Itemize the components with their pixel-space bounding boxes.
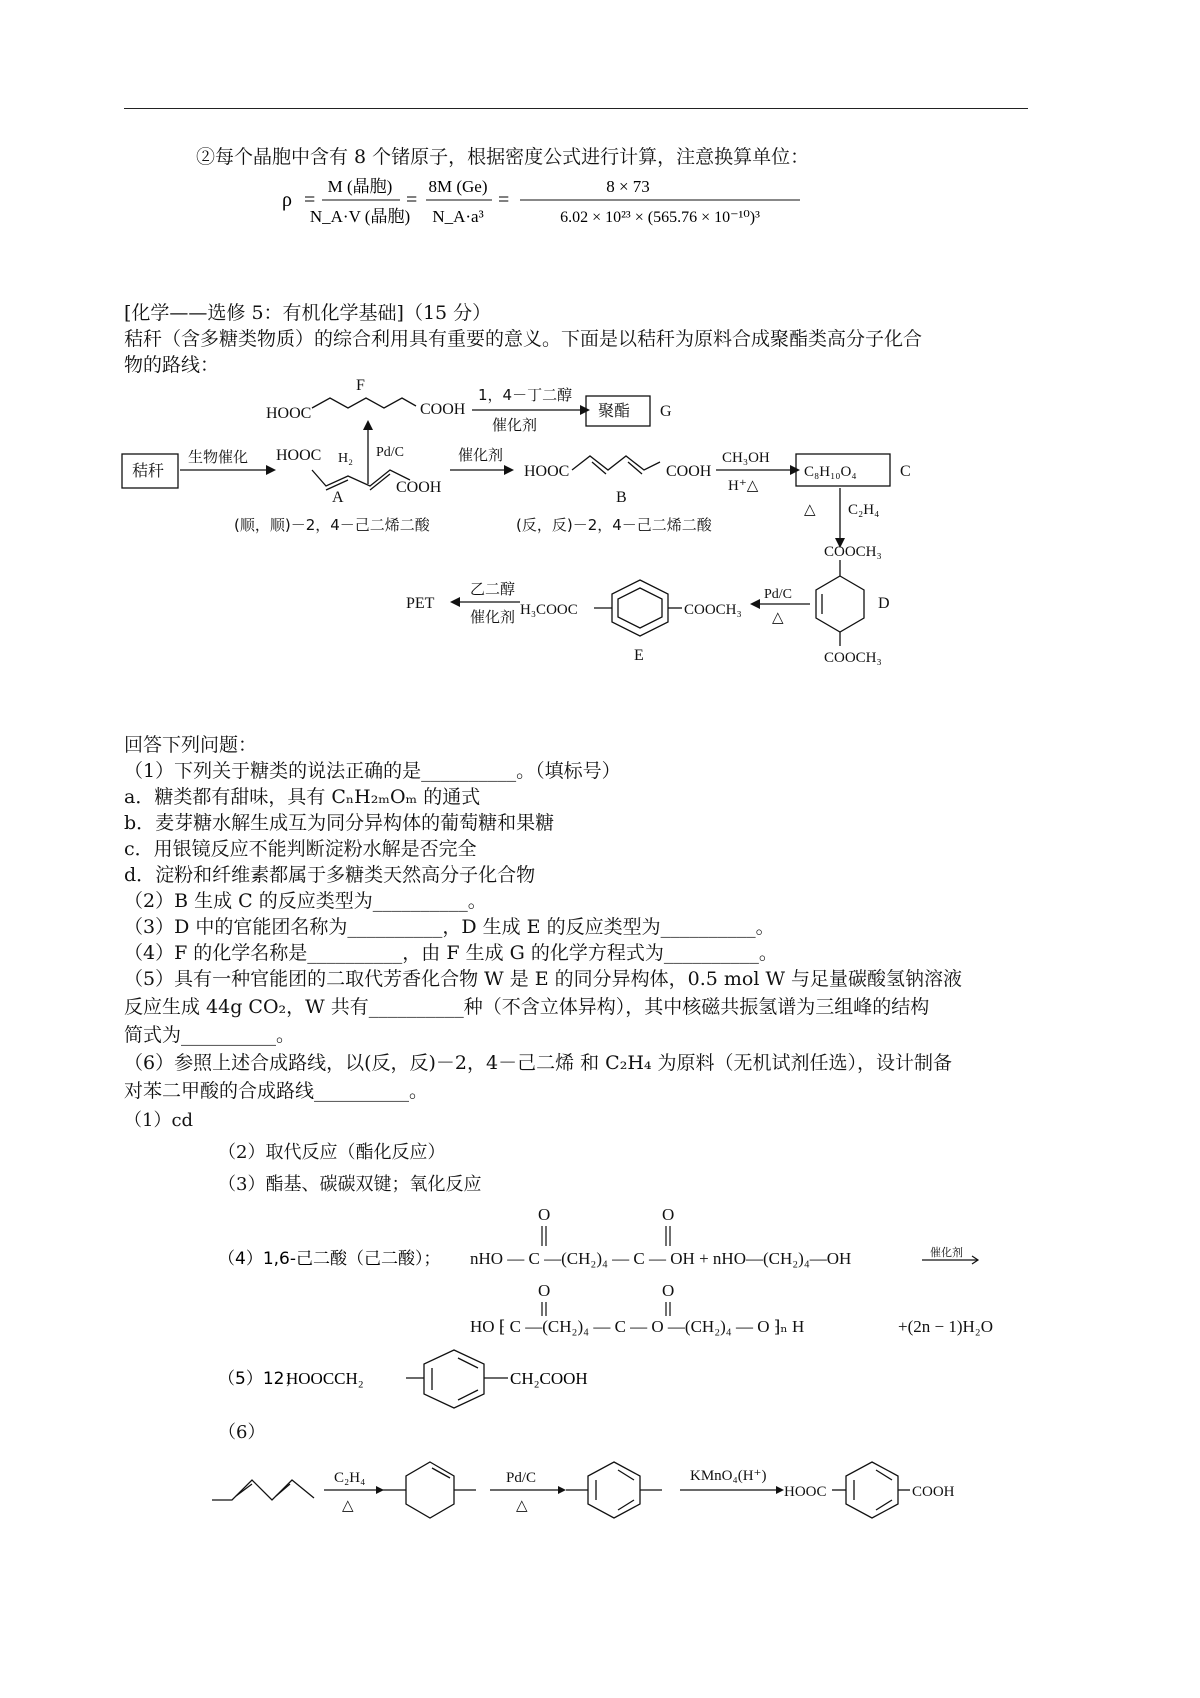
svg-text:Pd/C: Pd/C [376,445,405,460]
question-1-option-d: d．淀粉和纤维素都属于多糖类天然高分子化合物 [124,864,536,886]
svg-text:HO ⁅ C —(CH₂)₄ — C — O —(CH₂)₄: HO ⁅ C —(CH₂)₄ — C — O —(CH₂)₄ — O ⁆ₙ H [470,1317,805,1336]
fraction2-denominator: N_A·a³ [432,207,484,226]
svg-text:催化剂: 催化剂 [930,1246,963,1259]
svg-text:HOOC: HOOC [266,405,312,422]
question-5-line-1: （5）具有一种官能团的二取代芳香化合物 W 是 E 的同分异构体，0.5 mol W 与足量碳酸氢钠溶液 [124,968,963,990]
svg-text:乙二醇: 乙二醇 [470,580,516,598]
svg-text:HOOC: HOOC [524,463,570,480]
svg-text:(反，反)－2，4－己二烯二酸: (反，反)－2，4－己二烯二酸 [516,516,712,534]
question-1-option-b: b．麦芽糖水解生成互为同分异构体的葡萄糖和果糖 [124,812,555,834]
svg-text:O: O [662,1281,675,1300]
svg-text:C₂H₄: C₂H₄ [334,1470,366,1486]
svg-text:HOOC: HOOC [276,447,322,464]
svg-text:O: O [662,1205,675,1224]
svg-text:COOCH₃: COOCH₃ [824,544,882,560]
svg-text:O: O [538,1281,551,1300]
svg-text:B: B [616,489,627,506]
svg-text:COOCH₃: COOCH₃ [684,602,742,618]
answer-4-equation [218,1200,1038,1340]
svg-text:催化剂: 催化剂 [470,608,516,626]
svg-text:H⁺△: H⁺△ [728,478,759,494]
section-intro-1: 秸秆（含多糖类物质）的综合利用具有重要的意义。下面是以秸秆为原料合成聚酯类高分子化合 [124,328,923,350]
answer-5-structure [218,1342,778,1412]
svg-text:HOOC: HOOC [784,1484,827,1500]
svg-text:COOH: COOH [420,401,466,418]
svg-text:CH₂COOH: CH₂COOH [510,1369,588,1388]
rho-symbol: ρ [282,189,292,211]
svg-text:=: = [498,189,510,211]
question-1: （1）下列关于糖类的说法正确的是__________。（填标号） [124,760,621,782]
svg-text:COOCH₃: COOCH₃ [824,650,882,666]
fraction1-denominator: N_A·V (晶胞) [309,207,411,226]
svg-text:G: G [660,403,672,420]
svg-text:C: C [900,463,911,480]
density-formula [280,170,820,236]
svg-text:F: F [356,377,365,394]
svg-text:KMnO₄(H⁺): KMnO₄(H⁺) [690,1468,767,1484]
svg-text:催化剂: 催化剂 [492,416,538,434]
svg-text:COOH: COOH [396,479,442,496]
fraction1-numerator: M (晶胞) [327,177,393,196]
question-6-line-2: 对苯二甲酸的合成路线__________。 [124,1080,429,1102]
svg-text:催化剂: 催化剂 [458,446,504,464]
header-rule [124,108,1028,109]
section-intro-2: 物的路线： [124,354,220,376]
svg-text:D: D [878,595,890,612]
answer-3: （3）酯基、碳碳双键；氧化反应 [218,1174,482,1195]
svg-text:C₂H₄: C₂H₄ [848,502,880,518]
svg-text:=: = [304,189,316,211]
fraction3-denominator: 6.02 × 10²³ × (565.76 × 10⁻¹⁰)³ [560,209,760,226]
question-1-option-a: a．糖类都有甜味，具有 CₙH₂ₘOₘ 的通式 [124,786,481,808]
question-5-line-2: 反应生成 44g CO₂，W 共有__________种（不含立体异构），其中核磁共振氢谱为三组峰的结构 [124,996,930,1018]
fraction3-numerator: 8 × 73 [606,177,650,196]
svg-text:CH₃OH: CH₃OH [722,450,770,466]
svg-text:生物催化: 生物催化 [188,448,249,466]
svg-text:（4）1,6-己二酸（己二酸）；: （4）1,6-己二酸（己二酸）； [218,1249,441,1269]
synthesis-scheme [120,370,1060,720]
answer-2: （2）取代反应（酯化反应） [218,1142,446,1163]
svg-text:△: △ [516,1498,528,1514]
svg-text:O: O [538,1205,551,1224]
questions-lead: 回答下列问题： [124,734,258,756]
question-2: （2）B 生成 C 的反应类型为__________。 [124,890,487,912]
question-3: （3）D 中的官能团名称为__________，D 生成 E 的反应类型为__________。 [124,916,775,938]
svg-text:△: △ [804,502,816,518]
question-4: （4）F 的化学名称是__________，由 F 生成 G 的化学方程式为__________。 [124,942,778,964]
svg-text:△: △ [772,610,784,626]
svg-text:=: = [406,189,418,211]
svg-text:聚酯: 聚酯 [598,401,631,420]
question-1-option-c: c．用银镜反应不能判断淀粉水解是否完全 [124,838,477,860]
svg-text:+(2n − 1)H₂O: +(2n − 1)H₂O [898,1317,993,1336]
svg-text:Pd/C: Pd/C [506,1470,537,1486]
svg-text:HOOCCH₂: HOOCCH₂ [286,1369,364,1388]
svg-text:Pd/C: Pd/C [764,587,793,602]
question-6-line-1: （6）参照上述合成路线，以(反，反)－2，4－己二烯 和 C₂H₄ 为原料（无机试剂任选），设计制备 [124,1052,953,1074]
svg-text:（5）12；: （5）12； [218,1369,302,1389]
svg-text:秸秆: 秸秆 [132,461,165,480]
density-intro: ②每个晶胞中含有 8 个锗原子，根据密度公式进行计算，注意换算单位： [196,146,810,168]
svg-text:PET: PET [406,595,435,612]
fraction2-numerator: 8M (Ge) [428,177,488,196]
svg-text:A: A [332,489,344,506]
svg-text:H₃COOC: H₃COOC [520,602,578,618]
svg-text:COOH: COOH [912,1484,955,1500]
svg-text:△: △ [342,1498,354,1514]
svg-text:H₂: H₂ [338,451,353,466]
svg-text:COOH: COOH [666,463,712,480]
svg-text:(顺，顺)－2，4－己二烯二酸: (顺，顺)－2，4－己二烯二酸 [234,516,430,534]
svg-text:C₈H₁₀O₄: C₈H₁₀O₄ [804,464,857,480]
answer-6-route [210,1450,1070,1536]
svg-text:E: E [634,647,644,664]
question-5-line-3: 简式为__________。 [124,1024,296,1046]
svg-text:nHO — C —(CH₂)₄ — C — OH + nHO: nHO — C —(CH₂)₄ — C — OH + nHO—(CH₂)₄—OH [470,1249,852,1268]
answer-1: （1）cd [124,1110,194,1131]
svg-text:1，4－丁二醇: 1，4－丁二醇 [478,386,573,404]
section-header: [化学——选修 5：有机化学基础]（15 分） [124,302,492,324]
answer-6-label: （6） [218,1422,266,1443]
